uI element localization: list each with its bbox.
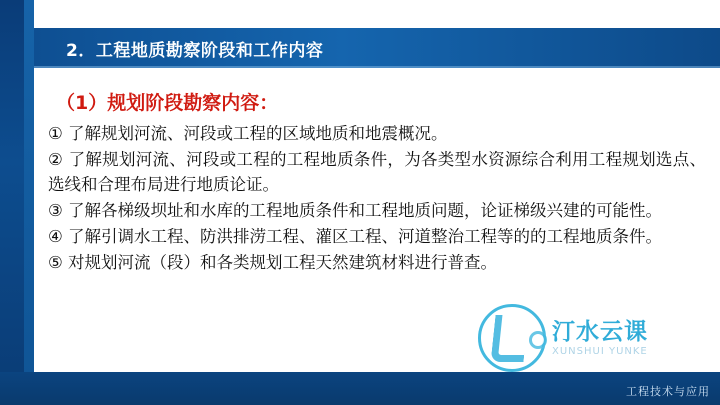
left-decorative-band: [0, 0, 34, 405]
watermark-logo: [478, 301, 714, 375]
slide-title-bar: [34, 28, 720, 68]
bottom-decorative-band: [0, 372, 720, 405]
content-paragraph: ③ 了解各梯级坝址和水库的工程地质条件和工程地质问题，论证梯级兴建的可能性。: [48, 201, 663, 220]
watermark-text-group: [552, 319, 648, 358]
content-paragraph: ④ 了解引调水工程、防洪排涝工程、灌区工程、河道整治工程等的的工程地质条件。: [48, 227, 663, 246]
content-paragraph: ⑤ 对规划河流（段）和各类规划工程天然建筑材料进行普查。: [48, 253, 498, 272]
footer-label: 工程技术与应用: [626, 385, 710, 398]
watermark-brand: 汀水云课: [552, 318, 648, 345]
section-subtitle: （1）规划阶段勘察内容：: [56, 92, 279, 114]
content-paragraph: ② 了解规划河流、河段或工程的工程地质条件，为各类型水资源综合利用工程规划选点、选线和合理布局进行地质论证。: [48, 150, 706, 194]
left-band-highlight: [24, 0, 34, 405]
watermark-brand-pinyin: XUNSHUI YUNKE: [552, 345, 648, 357]
content-paragraph: ① 了解规划河流、河段或工程的区域地质和地震概况。: [48, 124, 448, 143]
page-title: 2．工程地质勘察阶段和工作内容: [66, 40, 324, 61]
water-drop-icon: [478, 304, 546, 372]
